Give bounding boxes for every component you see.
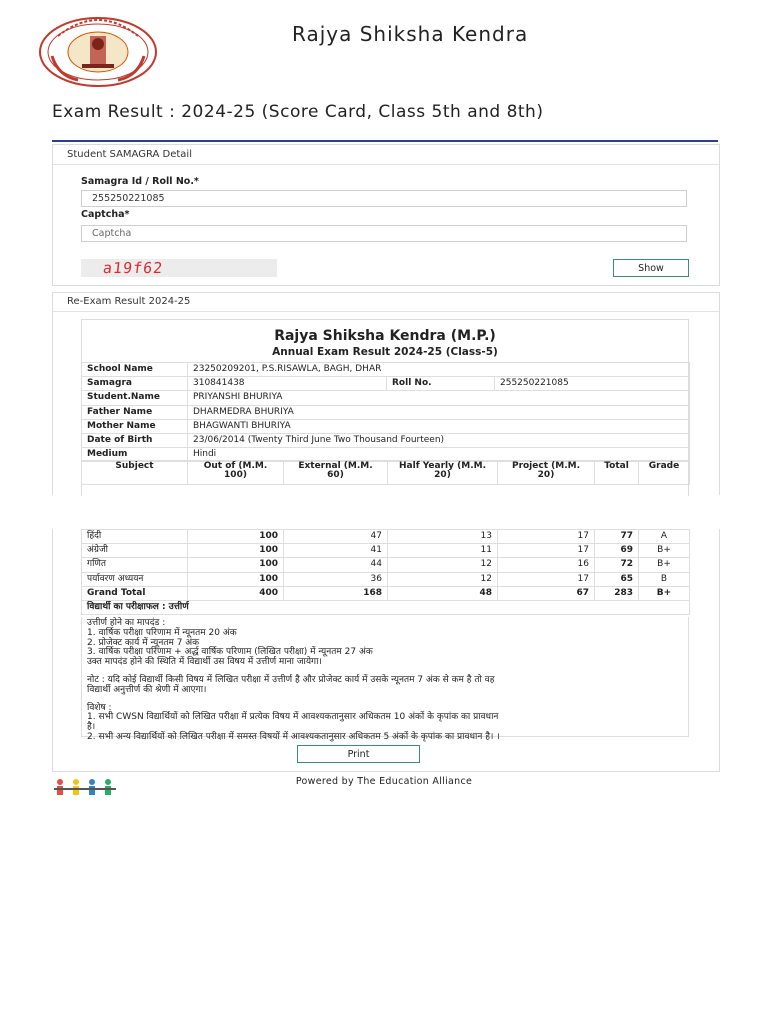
- half-yearly-cell: 48: [388, 586, 498, 600]
- special-line: 1. सभी CWSN विद्यार्थियों को लिखित परीक्षा में प्रत्येक विषय में आवश्यकतानुसार अधिकतम 10 अंकों के कृपांक का प्रावधान: [87, 712, 499, 723]
- project-cell: 17: [498, 544, 595, 558]
- subject-cell: गणित: [82, 558, 188, 572]
- out-of-cell: 100: [188, 558, 284, 572]
- student-samagra-panel: [52, 144, 720, 286]
- rsk-emblem-logo: [38, 16, 158, 88]
- reexam-result-panel: [52, 292, 720, 495]
- result-card-title: Rajya Shiksha Kendra (M.P.): [274, 328, 496, 344]
- note-line: नोट : यदि कोई विद्यार्थी किसी विषय में लिखित परीक्षा में उत्तीर्ण है और प्रोजेक्ट कार्य में उसके न्यूनतम 7 अंक से कम है तो वह: [87, 674, 495, 685]
- medium-label: Medium: [82, 448, 188, 462]
- father-name-value: DHARMEDRA BHURIYA: [188, 405, 690, 419]
- grade-cell: B+: [639, 586, 690, 600]
- criteria-line: 2. प्रोजेक्ट कार्य में न्यूनतम 7 अंक: [87, 637, 200, 648]
- grade-cell: B+: [639, 558, 690, 572]
- external-cell: 168: [284, 586, 388, 600]
- school-name-label: School Name: [82, 363, 188, 377]
- total-cell: 69: [595, 544, 639, 558]
- student-name-value: PRIYANSHI BHURIYA: [188, 391, 690, 405]
- mother-name-value: BHAGWANTI BHURIYA: [188, 419, 690, 433]
- captcha-image: [81, 259, 277, 277]
- column-header: Grade: [639, 461, 690, 485]
- external-cell: 36: [284, 572, 388, 586]
- subject-cell: हिंदी: [82, 530, 188, 544]
- table-row: [82, 363, 690, 377]
- out-of-cell: 100: [188, 530, 284, 544]
- grade-cell: A: [639, 530, 690, 544]
- table-row: [82, 530, 690, 544]
- note-line: विद्यार्थी अनुत्तीर्ण की श्रेणी में आएगा।: [87, 684, 207, 695]
- total-cell: 72: [595, 558, 639, 572]
- result-status: विद्यार्थी का परीक्षाफल : उत्तीर्ण: [82, 600, 690, 614]
- dob-value: 23/06/2014 (Twenty Third June Two Thousand Fourteen): [188, 433, 690, 447]
- panel-divider: [53, 164, 719, 165]
- student-info-table: [81, 362, 690, 462]
- table-header-row: [82, 461, 690, 485]
- subject-cell: पर्यावरण अध्ययन: [82, 572, 188, 586]
- table-row: [82, 391, 690, 405]
- total-cell: 77: [595, 530, 639, 544]
- samagra-label: Samagra: [82, 377, 188, 391]
- print-button[interactable]: Print: [297, 745, 420, 763]
- samagra-value: 310841438: [188, 377, 387, 391]
- result-card-subtitle: Annual Exam Result 2024-25 (Class-5): [272, 346, 498, 358]
- medium-value: Hindi: [188, 448, 690, 462]
- criteria-line: 3. वार्षिक परीक्षा परिणाम + अर्द्ध वार्षिक परिणाम (लिखित परीक्षा) में न्यूनतम 27 अंक: [87, 647, 373, 658]
- student-name-label: Student.Name: [82, 391, 188, 405]
- captcha-label: Captcha*: [81, 209, 130, 220]
- samagra-id-label: Samagra Id / Roll No.*: [81, 176, 199, 187]
- site-title: Rajya Shiksha Kendra: [292, 22, 529, 46]
- grand-total-label: Grand Total: [82, 586, 188, 600]
- marks-table: [81, 529, 690, 615]
- out-of-cell: 100: [188, 544, 284, 558]
- father-name-label: Father Name: [82, 405, 188, 419]
- column-header: Total: [595, 461, 639, 485]
- heading-divider: [52, 140, 718, 142]
- project-cell: 17: [498, 572, 595, 586]
- out-of-cell: 400: [188, 586, 284, 600]
- half-yearly-cell: 12: [388, 572, 498, 586]
- table-row: [82, 405, 690, 419]
- criteria-line: उत्तीर्ण होने का मापदंड :: [87, 618, 166, 628]
- marks-rows: [82, 530, 690, 615]
- table-row: [82, 572, 690, 586]
- grand-total-row: [82, 586, 690, 600]
- project-cell: 17: [498, 530, 595, 544]
- result-row: [82, 600, 690, 614]
- external-cell: 41: [284, 544, 388, 558]
- special-line: 2. सभी अन्य विद्यार्थियों को लिखित परीक्षा में समस्त विषयों में आवश्यकतानुसार अधिकतम 5 अंकों के कृपांक का प्रावधान है। ।: [87, 731, 500, 742]
- half-yearly-cell: 11: [388, 544, 498, 558]
- column-header: Out of (M.M. 100): [188, 461, 284, 485]
- subject-cell: अंग्रेजी: [82, 544, 188, 558]
- external-cell: 47: [284, 530, 388, 544]
- table-row: [82, 377, 690, 391]
- special-line: विशेष :: [87, 702, 112, 713]
- panel-divider: [53, 311, 719, 312]
- show-button[interactable]: Show: [613, 259, 689, 277]
- panel-title: Re-Exam Result 2024-25: [67, 296, 191, 307]
- captcha-code: a19f62: [102, 259, 165, 277]
- roll-no-value: 255250221085: [495, 377, 690, 391]
- column-header: Project (M.M. 20): [498, 461, 595, 485]
- half-yearly-cell: 13: [388, 530, 498, 544]
- dob-label: Date of Birth: [82, 433, 188, 447]
- table-row: [82, 544, 690, 558]
- grade-cell: B+: [639, 544, 690, 558]
- school-name-value: 23250209201, P.S.RISAWLA, BAGH, DHAR: [188, 363, 690, 377]
- column-header: External (M.M. 60): [284, 461, 388, 485]
- marks-table-header: [81, 460, 690, 485]
- powered-by-text: Powered by The Education Alliance: [295, 776, 473, 787]
- external-cell: 44: [284, 558, 388, 572]
- grade-cell: B: [639, 572, 690, 586]
- mother-name-label: Mother Name: [82, 419, 188, 433]
- table-row: [82, 433, 690, 447]
- result-card: [81, 319, 689, 496]
- out-of-cell: 100: [188, 572, 284, 586]
- total-cell: 65: [595, 572, 639, 586]
- criteria-line: उक्त मापदंड होने की स्थिति में विद्यार्थी उस विषय में उत्तीर्ण माना जायेगा।: [87, 657, 322, 668]
- project-cell: 16: [498, 558, 595, 572]
- column-header: Subject: [82, 461, 188, 485]
- roll-no-label: Roll No.: [387, 377, 495, 391]
- samagra-id-input[interactable]: [81, 190, 687, 207]
- criteria-notes: [81, 617, 689, 742]
- special-line: है।: [87, 722, 96, 733]
- project-cell: 67: [498, 586, 595, 600]
- page-heading: Exam Result : 2024-25 (Score Card, Class 5th and 8th): [52, 102, 544, 122]
- panel-title: Student SAMAGRA Detail: [67, 149, 192, 160]
- criteria-line: 1. वार्षिक परीक्षा परिणाम में न्यूनतम 20 अंक: [87, 627, 237, 638]
- captcha-input[interactable]: [81, 225, 687, 242]
- table-row: [82, 558, 690, 572]
- total-cell: 283: [595, 586, 639, 600]
- table-row: [82, 419, 690, 433]
- reexam-result-panel-continued: [52, 529, 720, 772]
- half-yearly-cell: 12: [388, 558, 498, 572]
- column-header: Half Yearly (M.M. 20): [388, 461, 498, 485]
